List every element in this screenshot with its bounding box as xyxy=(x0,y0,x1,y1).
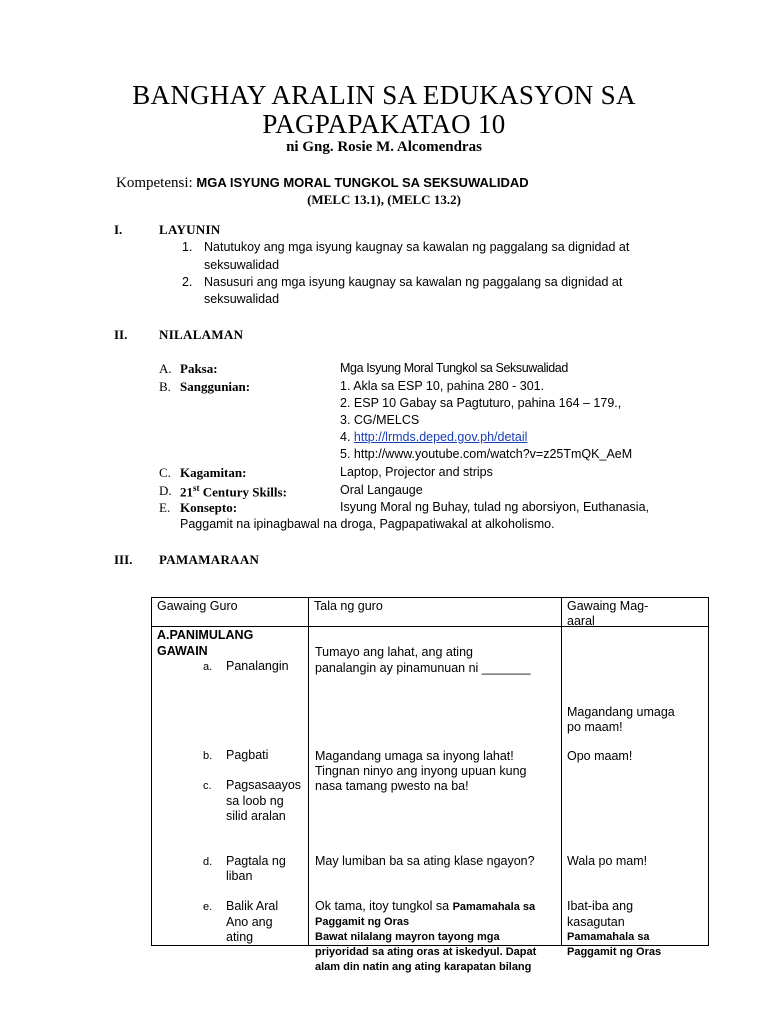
header-cell xyxy=(562,598,709,627)
skills-label-text: Century Skills: xyxy=(199,484,287,500)
step-e-line3: ating xyxy=(226,930,254,944)
document-title-line1: BANGHAY ARALIN SA EDUKASYON SA xyxy=(132,80,636,110)
table-header-row xyxy=(152,598,709,627)
step-c-line2: sa loob ng xyxy=(226,794,284,808)
tala-panalangin-line2: panalangin ay pinamunuan ni _______ xyxy=(315,661,531,675)
kagamitan-label: Kagamitan: xyxy=(180,465,247,480)
step-d-line2: liban xyxy=(226,869,253,883)
mag-pagbati-line1: Magandang umaga xyxy=(567,705,675,719)
reference-1: 1. Akla sa ESP 10, pahina 280 - 301. xyxy=(340,379,545,393)
tala-balik-aral-line2: Paggamit ng Oras xyxy=(315,916,410,928)
step-e-line2: Ano ang xyxy=(226,915,273,929)
header-cell xyxy=(309,598,562,627)
objective-2-number: 2. xyxy=(182,275,193,289)
objective-1-number: 1. xyxy=(182,240,193,254)
mag-balik-aral-line3: Pamamahala sa xyxy=(567,931,650,943)
tala-balik-aral-line5: alam din natin ang ating karapatan bilang xyxy=(315,961,532,973)
section2-number: II. xyxy=(114,327,128,342)
tala-ng-guro-cell xyxy=(309,627,562,973)
tala-pagtala-line: May lumiban ba sa ating klase ngayon? xyxy=(315,854,535,868)
gawaing-mag-aaral-cell xyxy=(562,627,709,958)
step-c-letter: c. xyxy=(203,780,212,792)
konsepto-value: Isyung Moral ng Buhay, tulad ng aborsiyon, Euthanasia, xyxy=(340,500,649,514)
section3-title: PAMAMARAAN xyxy=(159,552,260,567)
gawaing-guro-cell xyxy=(152,627,309,946)
konsepto-label: Konsepto: xyxy=(180,500,238,515)
objective-1-line1: Natutukoy ang mga isyung kaugnay sa kawalan ng paggalang sa dignidad at xyxy=(204,240,630,254)
kagamitan-letter: C. xyxy=(159,465,171,480)
skills-letter: D. xyxy=(159,483,172,498)
mag-pagtala: Wala po mam! xyxy=(567,854,648,868)
objective-2-line1: Nasusuri ang mga isyung kaugnay sa kawalan ng paggalang sa dignidad at xyxy=(204,275,623,289)
header-cell xyxy=(152,598,309,627)
tala-balik-aral-line4: priyoridad sa ating oras at iskedyul. Dapat xyxy=(315,946,537,958)
step-a-letter: a. xyxy=(203,661,213,673)
sanggunian-label: Sanggunian: xyxy=(180,379,251,394)
header-gawaing-mag-aaral-line1: Gawaing Mag- xyxy=(567,599,649,613)
document-title-line2: PAGPAPAKATAO 10 xyxy=(262,109,506,139)
step-c-line1: Pagsasaayos xyxy=(226,778,302,792)
step-d-line1: Pagtala ng xyxy=(226,854,286,868)
tala-ng-guro-content xyxy=(309,627,561,973)
header-gawaing-guro: Gawaing Guro xyxy=(157,599,238,613)
mag-pagbati-line2: po maam! xyxy=(567,720,623,734)
skills-label-sup: st xyxy=(193,483,200,493)
step-d-letter: d. xyxy=(203,856,213,868)
tala-pagbati-line1: Magandang umaga sa inyong lahat! xyxy=(315,749,514,763)
step-c-line3: silid aralan xyxy=(226,809,286,823)
author-line: ni Gng. Rosie M. Alcomendras xyxy=(286,139,482,155)
mag-balik-aral-line4: Paggamit ng Oras xyxy=(567,946,662,958)
step-b-letter: b. xyxy=(203,750,213,762)
step-e-line1: Balik Aral xyxy=(226,899,279,913)
sanggunian-letter: B. xyxy=(159,379,171,394)
header-gawaing-mag-aaral xyxy=(562,598,708,626)
kagamitan-value: Laptop, Projector and strips xyxy=(340,465,493,479)
konsepto-letter: E. xyxy=(159,500,171,515)
lesson-procedure-table xyxy=(151,597,709,973)
section1-number: I. xyxy=(114,222,123,237)
tala-panalangin-line1: Tumayo ang lahat, ang ating xyxy=(315,645,473,659)
tala-balik-aral-line1-text: Ok tama, itoy tungkol sa xyxy=(315,899,453,913)
paksa-label: Paksa: xyxy=(180,361,218,376)
mag-balik-aral-line1: Ibat-iba ang xyxy=(567,899,634,913)
mag-pagsasaayos: Opo maam! xyxy=(567,749,633,763)
reference-2: 2. ESP 10 Gabay sa Pagtuturo, pahina 164 – 179., xyxy=(340,396,622,410)
tala-balik-aral-line3: Bawat nilalang mayron tayong mga xyxy=(315,931,500,943)
reference-4 xyxy=(340,430,527,444)
table-row xyxy=(152,627,709,946)
header-gawaing-mag-aaral-line2: aaral xyxy=(567,614,595,628)
skills-label-number: 21 xyxy=(180,484,193,500)
gawaing-mag-aaral-content xyxy=(562,627,708,958)
melc-line: (MELC 13.1), (MELC 13.2) xyxy=(307,192,461,207)
tala-balik-aral-line1-bold: Pamamahala sa xyxy=(452,901,536,913)
gawaing-guro-content xyxy=(152,627,308,945)
kompetensi-value: MGA ISYUNG MORAL TUNGKOL SA SEKSUWALIDAD xyxy=(196,175,529,190)
panimula-heading-line1: A.PANIMULANG xyxy=(157,628,254,642)
objective-2-line2: seksuwalidad xyxy=(204,292,280,306)
lrmds-link[interactable]: http://lrmds.deped.gov.ph/detail xyxy=(353,430,528,444)
section2-title: NILALAMAN xyxy=(159,327,244,342)
step-e-letter: e. xyxy=(203,901,213,913)
tala-pagbati-line3: nasa tamang pwesto na ba! xyxy=(315,779,469,793)
paksa-value: Mga Isyung Moral Tungkol sa Seksuwalidad xyxy=(340,361,568,375)
skills-label xyxy=(180,483,287,500)
section1-title: LAYUNIN xyxy=(159,222,221,237)
tala-balik-aral-line1 xyxy=(315,899,535,915)
section3-number: III. xyxy=(114,552,133,567)
tala-pagbati-line2: Tingnan ninyo ang inyong upuan kung xyxy=(315,764,527,778)
panimula-heading-line2: GAWAIN xyxy=(157,644,208,658)
kompetensi-line xyxy=(116,175,529,192)
kompetensi-label: Kompetensi: xyxy=(116,175,193,191)
step-b-label: Pagbati xyxy=(226,748,269,762)
objective-1-line2: seksuwalidad xyxy=(204,258,280,272)
paksa-letter: A. xyxy=(159,361,172,376)
reference-3: 3. CG/MELCS xyxy=(340,413,420,427)
konsepto-value-line2: Paggamit na ipinagbawal na droga, Pagpapatiwakal at alkoholismo. xyxy=(180,517,555,531)
skills-value: Oral Langauge xyxy=(340,483,423,497)
mag-balik-aral-line2: kasagutan xyxy=(567,915,625,929)
reference-5: 5. http://www.youtube.com/watch?v=z25TmQK_AeM xyxy=(340,447,633,461)
reference-4-number: 4. xyxy=(340,430,354,444)
step-a-label: Panalangin xyxy=(226,659,289,673)
header-tala-ng-guro: Tala ng guro xyxy=(314,599,383,613)
